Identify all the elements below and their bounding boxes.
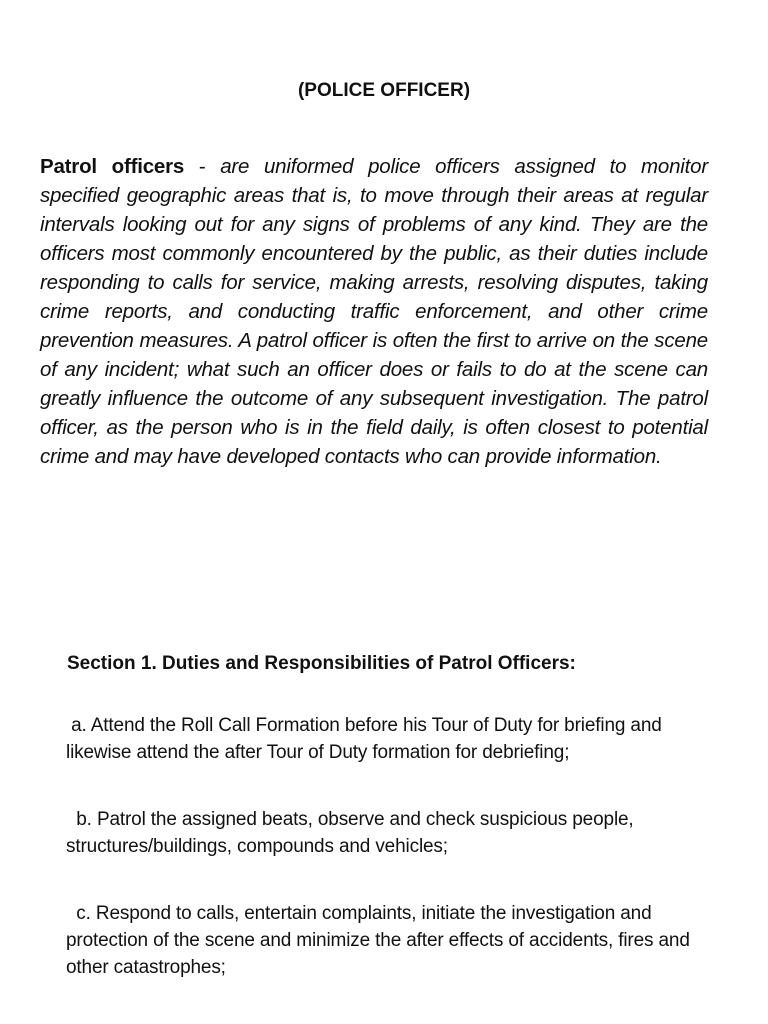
duty-item-c bbox=[66, 900, 718, 981]
duty-item-text: c. Respond to calls, entertain complaints, initiate the investigation and protection of the scene and minimize the after effects of accidents, fires and other catastrophes; bbox=[66, 903, 690, 978]
duty-item-text: b. Patrol the assigned beats, observe and check suspicious people, structures/buildings, compounds and vehicles; bbox=[66, 809, 634, 857]
section-heading: Section 1. Duties and Responsibilities of Patrol Officers: bbox=[67, 653, 576, 674]
duty-item-b bbox=[66, 806, 718, 860]
duty-item-a bbox=[66, 712, 718, 766]
document-title: (POLICE OFFICER) bbox=[297, 80, 471, 101]
duty-item-text: a. Attend the Roll Call Formation before his Tour of Duty for briefing and likewise attend the after Tour of Duty formation for debriefing; bbox=[66, 715, 662, 763]
definition-text: are uniformed police officers assigned to monitor specified geographic areas that is, to move through their areas at regular intervals looking out for any signs of problems of any kind. They are the officers most commonly encountered by the public, as their duties include responding to calls for service, making arrests, resolving disputes, taking crime reports, and conducting traffic enforcement, and other crime prevention measures. A patrol officer is often the first to arrive on the scene of any incident; what such an officer does or fails to do at the scene can greatly influence the outcome of any subsequent investigation. The patrol officer, as the person who is in the field daily, is often closest to potential crime and may have developed contacts who can provide information. bbox=[40, 155, 708, 468]
definition-paragraph bbox=[40, 152, 708, 471]
definition-separator: - bbox=[184, 155, 221, 178]
definition-term: Patrol officers bbox=[40, 155, 185, 178]
